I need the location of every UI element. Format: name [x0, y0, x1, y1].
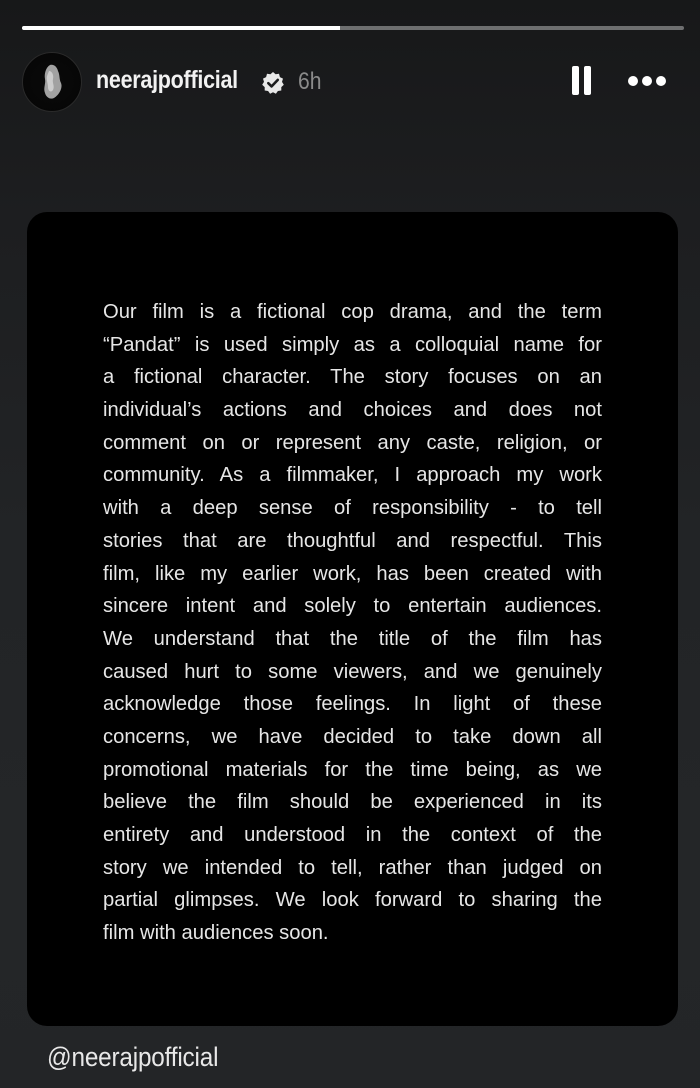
pause-icon [572, 66, 579, 95]
statement-line: story we intended to tell, rather than judged on [103, 856, 602, 879]
statement-line: We understand that the title of the film has [103, 627, 602, 650]
more-horizontal-icon [656, 76, 666, 86]
statement-line: acknowledge those feelings. In light of these [103, 693, 602, 716]
verified-badge-icon [261, 71, 285, 95]
statement-line: comment on or represent any caste, religion, or [103, 431, 602, 454]
statement-line: with a deep sense of responsibility - to tell [103, 497, 602, 520]
statement-line: film with audiences soon. [103, 922, 329, 945]
avatar[interactable] [22, 52, 82, 112]
story-progress-fill [22, 26, 340, 30]
statement-line: Our film is a fictional cop drama, and the term [103, 301, 602, 323]
statement-line: believe the film should be experienced in its [103, 791, 602, 814]
statement-line: entirety and understood in the context of the [103, 824, 602, 846]
statement-line: “Pandat” is used simply as a colloquial name for [103, 333, 602, 356]
statement-line: individual’s actions and choices and does not [103, 399, 602, 422]
pause-button[interactable] [571, 66, 593, 98]
story-progress-bar [22, 26, 684, 30]
statement-card [27, 212, 678, 1026]
statement-text [103, 296, 602, 950]
statement-line: sincere intent and solely to entertain audiences. [103, 595, 602, 618]
statement-line: community. As a filmmaker, I approach my work [103, 464, 602, 487]
username[interactable]: neerajpofficial [96, 66, 238, 94]
post-time: 6h [298, 68, 322, 95]
statement-line: promotional materials for the time being, as we [103, 758, 602, 781]
pause-icon [584, 66, 591, 95]
more-options-button[interactable] [626, 72, 670, 90]
statement-line: partial glimpses. We look forward to sharing the [103, 889, 602, 912]
statement-line: caused hurt to some viewers, and we genuinely [103, 660, 602, 683]
statement-line: stories that are thoughtful and respectful. This [103, 529, 602, 552]
statement-line: concerns, we have decided to take down all [103, 725, 602, 748]
statement-line: a fictional character. The story focuses on an [103, 366, 602, 389]
statement-line: film, like my earlier work, has been created with [103, 562, 602, 585]
mention-sticker[interactable]: @neerajpofficial [47, 1042, 219, 1072]
story-header [22, 52, 682, 112]
more-horizontal-icon [642, 76, 652, 86]
more-horizontal-icon [628, 76, 638, 86]
profile-avatar-icon [23, 53, 81, 111]
